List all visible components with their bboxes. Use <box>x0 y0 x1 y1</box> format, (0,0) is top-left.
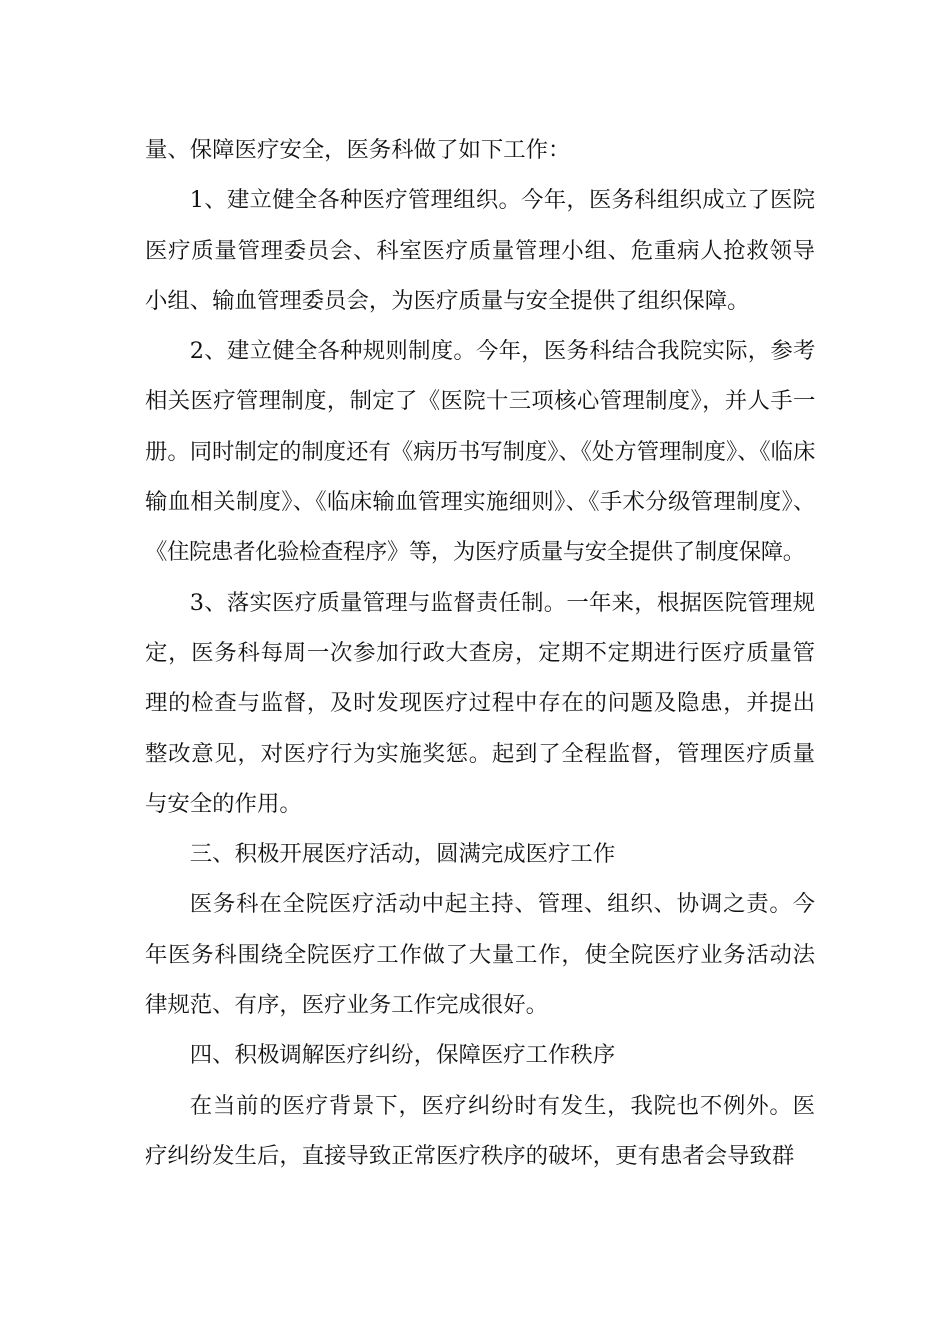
paragraph-item-2-rules: 2、建立健全各种规则制度。今年，医务科结合我院实际，参考相关医疗管理制度，制定了《医院十三项核心管理制度》，并人手一册。同时制定的制度还有《病历书写制度》、《处方管理制度》、《临床输血相关制度》、《临床输血管理实施细则》、《手术分级管理制度》、《住院患者化验检查程序》等，为医疗质量与安全提供了制度保障。 <box>145 338 815 566</box>
paragraph-medical-activities: 医务科在全院医疗活动中起主持、管理、组织、协调之责。今年医务科围绕全院医疗工作做了大量工作，使全院医疗业务活动法律规范、有序，医疗业务工作完成很好。 <box>145 891 815 1019</box>
paragraph-medical-disputes: 在当前的医疗背景下，医疗纠纷时有发生，我院也不例外。医疗纠纷发生后，直接导致正常医疗秩序的破坏，更有患者会导致群 <box>145 1092 815 1169</box>
section-heading-3: 三、积极开展医疗活动，圆满完成医疗工作 <box>189 841 616 868</box>
paragraph-item-3-supervision: 3、落实医疗质量管理与监督责任制。一年来，根据医院管理规定，医务科每周一次参加行政大查房，定期不定期进行医疗质量管理的检查与监督，及时发现医疗过程中存在的问题及隐患，并提出整改意见，对医疗行为实施奖惩。起到了全程监督，管理医疗质量与安全的作用。 <box>145 589 815 817</box>
section-heading-4: 四、积极调解医疗纠纷，保障医疗工作秩序 <box>189 1042 616 1069</box>
document-body <box>145 125 815 1181</box>
paragraph-item-1-organization: 1、建立健全各种医疗管理组织。今年，医务科组织成立了医院医疗质量管理委员会、科室医疗质量管理小组、危重病人抢救领导小组、输血管理委员会，为医疗质量与安全提供了组织保障。 <box>145 187 815 314</box>
paragraph-continuation: 量、保障医疗安全，医务科做了如下工作： <box>145 137 571 163</box>
